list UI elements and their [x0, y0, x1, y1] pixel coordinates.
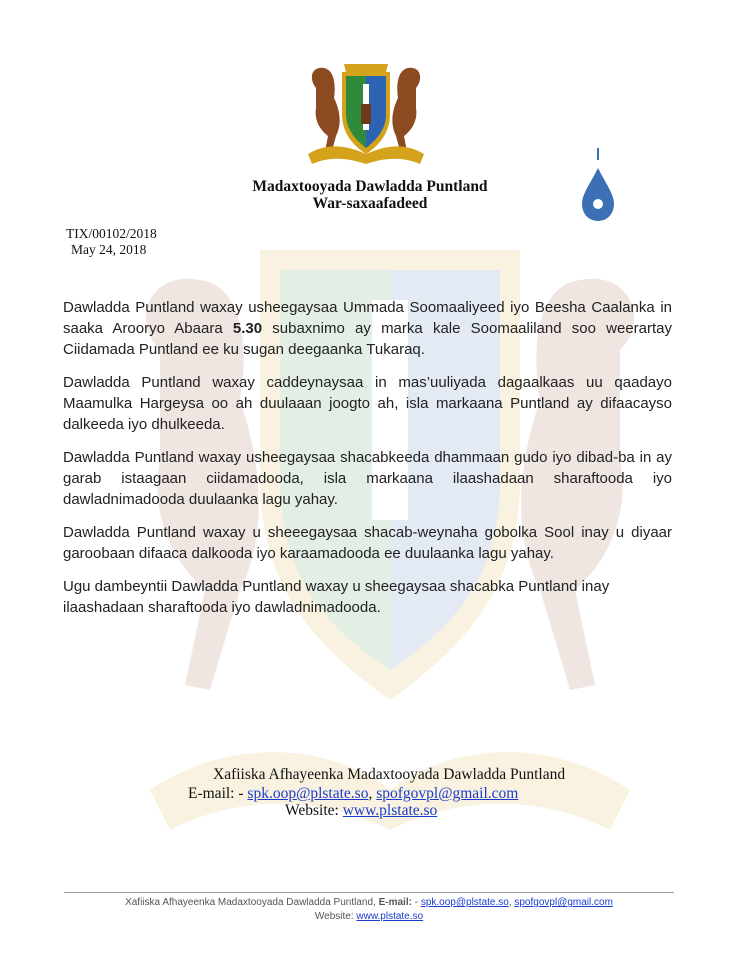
- footer-office: Xafiiska Afhayeenka Madaxtooyada Dawladda Puntland,: [125, 897, 379, 908]
- footer-email-prefix: -: [411, 897, 421, 908]
- puntland-coat-of-arms: [288, 58, 444, 170]
- water-drop-icon: [580, 146, 616, 224]
- paragraph-1-text-b: subaxnimo ay marka kale Soomaaliland soo weerartay Ciidamada Puntland ee ku sugan deegaanka Tukaraq.: [63, 320, 673, 358]
- footer-email-link-1[interactable]: spk.oop@plstate.so: [420, 897, 509, 908]
- paragraph-2: Dawladda Puntland waxay caddeynaysaa in mas’uuliyada dagaalkaas uu qaadayo Maamulka Hargeysa oo ah duulaaan joogto ah, isla markaana Puntland ay difaacayso dalkeeda iyo dhulkeeda.: [63, 374, 672, 433]
- website-link[interactable]: www.plstate.so: [342, 802, 438, 819]
- website-label: Website:: [285, 802, 343, 819]
- paragraph-3: Dawladda Puntland waxay usheegaysaa shacabkeeda dhammaan gudo iyo dibad-ba in ay garab istaagaan ciidamadooda, isla markaana ilaashadaan sharaftooda iyo dawladnimadooda duulaanka lagu yahay.: [63, 449, 672, 508]
- reference-number: TIX/00102/2018: [66, 226, 157, 241]
- footer-divider: [64, 892, 674, 893]
- signature-website-line: [285, 802, 437, 820]
- paragraph-1-text-a: Dawladda Puntland waxay usheegaysaa Ummada Soomaaliyeed iyo Beesha Caalanka in saaka Arooryo Abaara: [63, 299, 672, 337]
- paragraph-5: Ugu dambeyntii Dawladda Puntland waxay u sheegaysaa shacabka Puntland inay ilaashadaan sharaftooda iyo dawladnimadooda.: [63, 578, 610, 616]
- footer-email-label: E-mail:: [378, 897, 412, 908]
- paragraph-1: [63, 297, 672, 360]
- document-subtitle: War-saxaafadeed: [312, 195, 428, 212]
- document-title: Madaxtooyada Dawladda Puntland: [252, 178, 488, 195]
- email-link-2[interactable]: spofgovpl@gmail.com: [376, 785, 519, 802]
- reference-block: [66, 226, 157, 258]
- signature-office: Xafiiska Afhayeenka Madaxtooyada Dawladda Puntland: [213, 766, 566, 783]
- footer-website-link[interactable]: www.plstate.so: [356, 911, 424, 922]
- footer-email-link-2[interactable]: spofgovpl@gmail.com: [514, 897, 613, 908]
- footer-website-line: [64, 911, 674, 922]
- document-body: [63, 297, 672, 630]
- footer-contact-line: [64, 897, 674, 908]
- email-link-1[interactable]: spk.oop@plstate.so: [247, 785, 369, 802]
- signature-email-line: [188, 785, 518, 803]
- footer-email-separator: ,: [508, 897, 515, 908]
- document-date: May 24, 2018: [71, 242, 147, 257]
- paragraph-4: Dawladda Puntland waxay u sheeegaysaa shacab-weynaha gobolka Sool inay u diyaar garoobaan difaaca dalkooda iyo karaamadooda ee duulaanka lagu yahay.: [63, 524, 672, 562]
- attack-time: 5.30: [232, 320, 263, 337]
- email-separator: ,: [368, 785, 377, 802]
- email-label: E-mail: -: [188, 785, 248, 802]
- footer-website-label: Website:: [314, 911, 357, 922]
